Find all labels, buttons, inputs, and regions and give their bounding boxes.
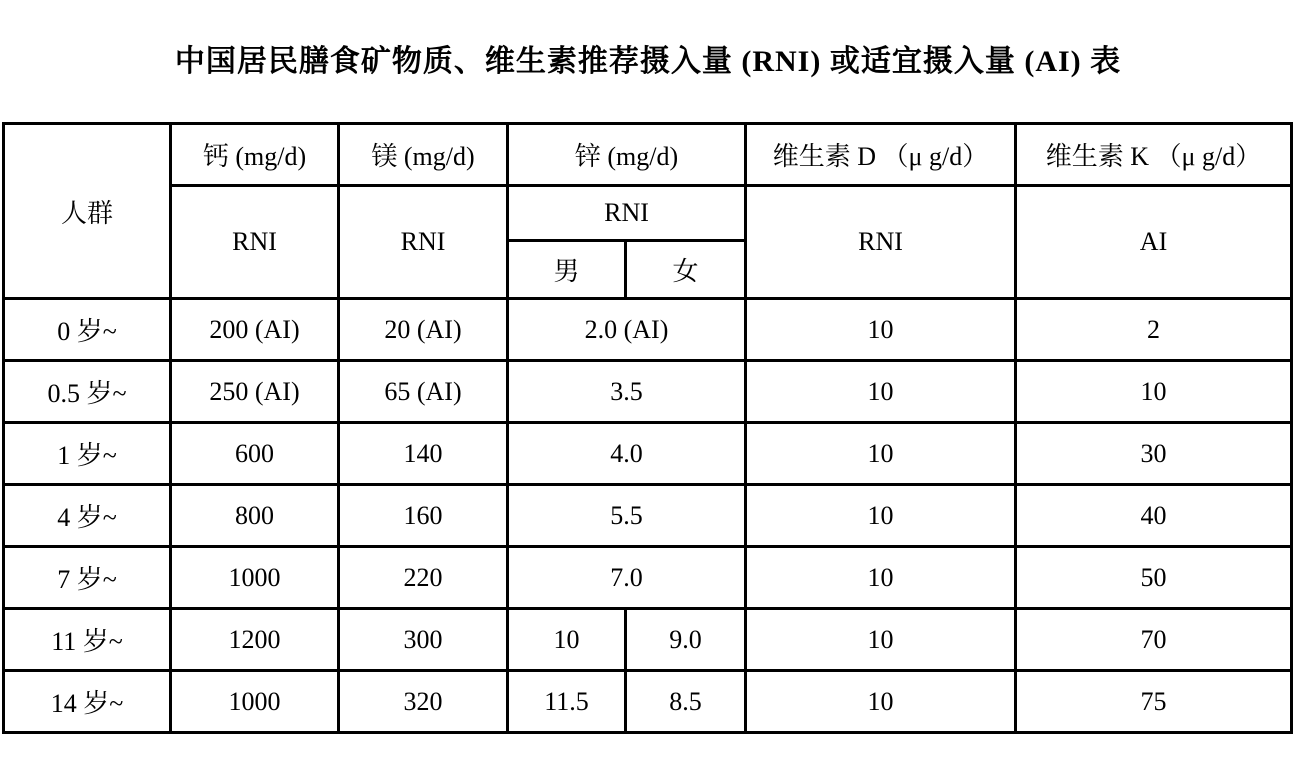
cell-vitamin-d: 10 [746, 547, 1016, 609]
header-cell-calcium: 钙 (mg/d) [171, 124, 339, 186]
header-cell-zinc: 锌 (mg/d) [508, 124, 746, 186]
table-row-age-4 [4, 485, 1292, 547]
cell-zinc: 4.0 [508, 423, 746, 485]
cell-vitamin-d: 10 [746, 671, 1016, 733]
cell-calcium: 200 (AI) [171, 299, 339, 361]
table-row-age-14 [4, 671, 1292, 733]
header-cell-calcium-measure: RNI [171, 186, 339, 299]
cell-vitamin-k: 30 [1016, 423, 1292, 485]
cell-vitamin-d: 10 [746, 485, 1016, 547]
cell-group: 7 岁~ [4, 547, 171, 609]
cell-calcium: 600 [171, 423, 339, 485]
header-cell-population: 人群 [4, 124, 171, 299]
cell-vitamin-k: 10 [1016, 361, 1292, 423]
cell-group: 11 岁~ [4, 609, 171, 671]
cell-calcium: 1000 [171, 547, 339, 609]
cell-vitamin-d: 10 [746, 423, 1016, 485]
cell-calcium: 1200 [171, 609, 339, 671]
table-row-age-0 [4, 299, 1292, 361]
cell-zinc-female: 8.5 [626, 671, 746, 733]
cell-magnesium: 160 [339, 485, 508, 547]
cell-magnesium: 320 [339, 671, 508, 733]
table-row-age-1 [4, 423, 1292, 485]
cell-calcium: 800 [171, 485, 339, 547]
cell-zinc-male: 10 [508, 609, 626, 671]
cell-vitamin-d: 10 [746, 361, 1016, 423]
cell-vitamin-d: 10 [746, 299, 1016, 361]
cell-group: 14 岁~ [4, 671, 171, 733]
cell-zinc: 7.0 [508, 547, 746, 609]
cell-magnesium: 220 [339, 547, 508, 609]
cell-zinc: 5.5 [508, 485, 746, 547]
table-row-age-11 [4, 609, 1292, 671]
table-row-age-0-5 [4, 361, 1292, 423]
header-cell-vitamin-d-measure: RNI [746, 186, 1016, 299]
cell-zinc: 3.5 [508, 361, 746, 423]
cell-vitamin-k: 40 [1016, 485, 1292, 547]
header-cell-vitamin-k: 维生素 K （μ g/d） [1016, 124, 1292, 186]
header-cell-zinc-male: 男 [508, 241, 626, 299]
cell-calcium: 1000 [171, 671, 339, 733]
cell-vitamin-k: 70 [1016, 609, 1292, 671]
document-title: 中国居民膳食矿物质、维生素推荐摄入量 (RNI) 或适宜摄入量 (AI) 表 [174, 45, 1122, 78]
cell-magnesium: 65 (AI) [339, 361, 508, 423]
header-cell-vitamin-d: 维生素 D （μ g/d） [746, 124, 1016, 186]
cell-group: 0 岁~ [4, 299, 171, 361]
header-row-nutrients [4, 124, 1292, 186]
cell-magnesium: 300 [339, 609, 508, 671]
header-cell-magnesium: 镁 (mg/d) [339, 124, 508, 186]
cell-group: 0.5 岁~ [4, 361, 171, 423]
header-cell-magnesium-measure: RNI [339, 186, 508, 299]
header-cell-zinc-measure: RNI [508, 186, 746, 241]
cell-group: 1 岁~ [4, 423, 171, 485]
cell-group: 4 岁~ [4, 485, 171, 547]
cell-magnesium: 20 (AI) [339, 299, 508, 361]
cell-zinc: 2.0 (AI) [508, 299, 746, 361]
nutrition-intake-table [2, 122, 1293, 734]
header-cell-vitamin-k-measure: AI [1016, 186, 1292, 299]
cell-vitamin-k: 50 [1016, 547, 1292, 609]
table-row-age-7 [4, 547, 1292, 609]
cell-zinc-male: 11.5 [508, 671, 626, 733]
cell-magnesium: 140 [339, 423, 508, 485]
header-cell-zinc-female: 女 [626, 241, 746, 299]
cell-calcium: 250 (AI) [171, 361, 339, 423]
header-row-measures [4, 186, 1292, 241]
cell-vitamin-k: 75 [1016, 671, 1292, 733]
cell-zinc-female: 9.0 [626, 609, 746, 671]
cell-vitamin-k: 2 [1016, 299, 1292, 361]
cell-vitamin-d: 10 [746, 609, 1016, 671]
